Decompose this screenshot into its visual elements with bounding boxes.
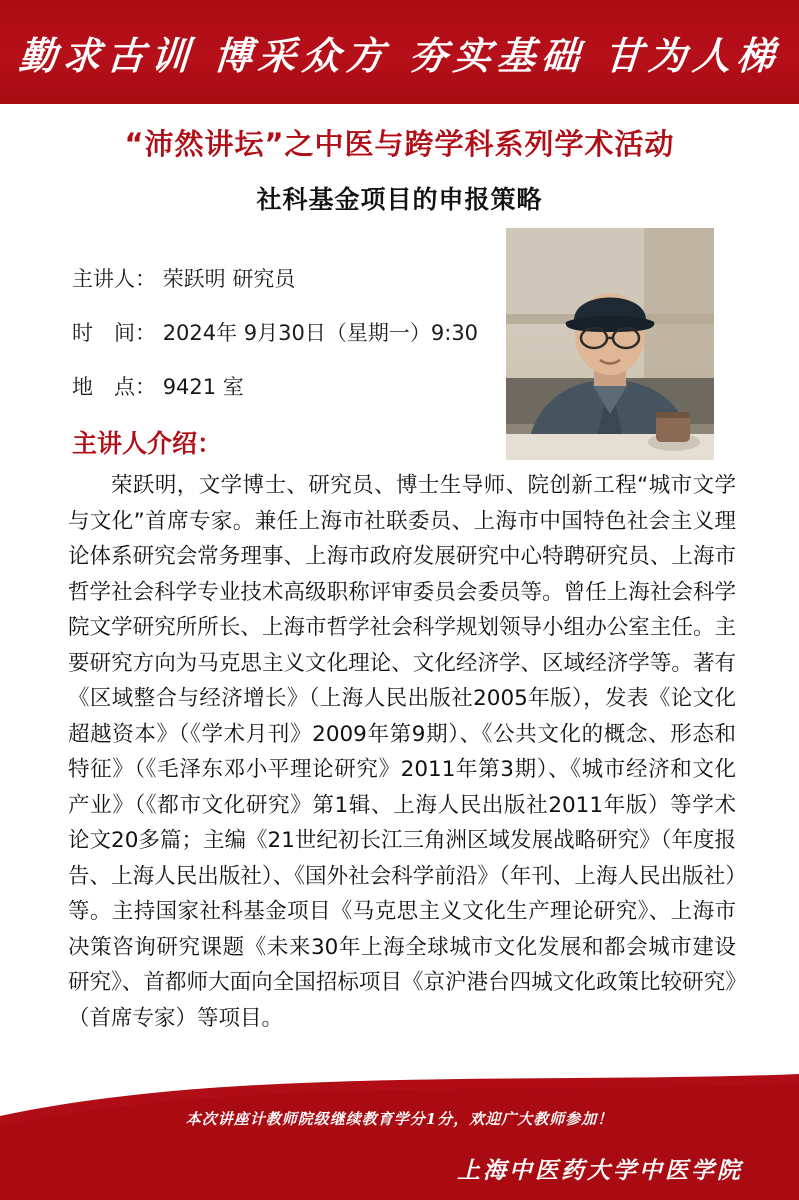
info-value-speaker: 荣跃明 研究员	[162, 267, 296, 291]
footer-banner	[0, 1074, 799, 1200]
footer-organization: 上海中医药大学中医学院	[457, 1157, 743, 1184]
top-banner	[0, 0, 799, 104]
speaker-bio-text: 荣跃明，文学博士、研究员、博士生导师、院创新工程“城市文学与文化”首席专家。兼任上海市社联委员、上海市中国特色社会主义理论体系研究会常务理事、上海市政府发展研究中心特聘研究员、上海市哲学社会科学专业技术高级职称评审委员会委员等。曾任上海社会科学院文学研究所所长、上海市哲学社会科学规划领导小组办公室主任。主要研究方向为马克思主义文化理论、文化经济学、区域经济学等。著有《区域整合与经济增长》（上海人民出版社2005年版），发表《论文化超越资本》（《学术月刊》2009年第9期）、《公共文化的概念、形态和特征》（《毛泽东邓小平理论研究》2011年第3期）、《城市经济和文化产业》（《都市文化研究》第1辑、上海人民出版社2011年版）等学术论文20多篇；主编《21世纪初长江三角洲区域发展战略研究》（年度报告、上海人民出版社）、《国外社会科学前沿》（年刊、上海人民出版社）等。主持国家社科基金项目《马克思主义文化生产理论研究》、上海市决策咨询研究课题《未来30年上海全球城市文化发展和都会城市建设研究》、首都师大面向全国招标项目《京沪港台四城文化政策比较研究》（首席专家）等项目。	[68, 473, 736, 1031]
info-row-location	[72, 360, 492, 414]
event-info	[72, 252, 492, 414]
portrait-illustration	[506, 228, 714, 460]
info-row-time	[72, 306, 492, 360]
page-title: “沛然讲坛”之中医与跨学科系列学术活动	[124, 127, 675, 161]
info-row-speaker	[72, 252, 492, 306]
info-label-location: 地 点：	[72, 375, 156, 399]
banner-motto: 勤求古训 博采众方 夯实基础 甘为人梯	[16, 32, 782, 78]
footer-note: 本次讲座计教师院级继续教育学分1分，欢迎广大教师参加！	[185, 1110, 614, 1128]
speaker-intro-heading: 主讲人介绍：	[72, 429, 223, 458]
speaker-photo	[506, 228, 714, 460]
info-label-speaker: 主讲人：	[72, 267, 156, 291]
info-value-location: 9421 室	[162, 375, 244, 399]
info-value-time: 2024年 9月30日（星期一）9:30	[162, 321, 479, 345]
info-label-time: 时 间：	[72, 321, 156, 345]
page-subtitle: 社科基金项目的申报策略	[256, 185, 543, 214]
